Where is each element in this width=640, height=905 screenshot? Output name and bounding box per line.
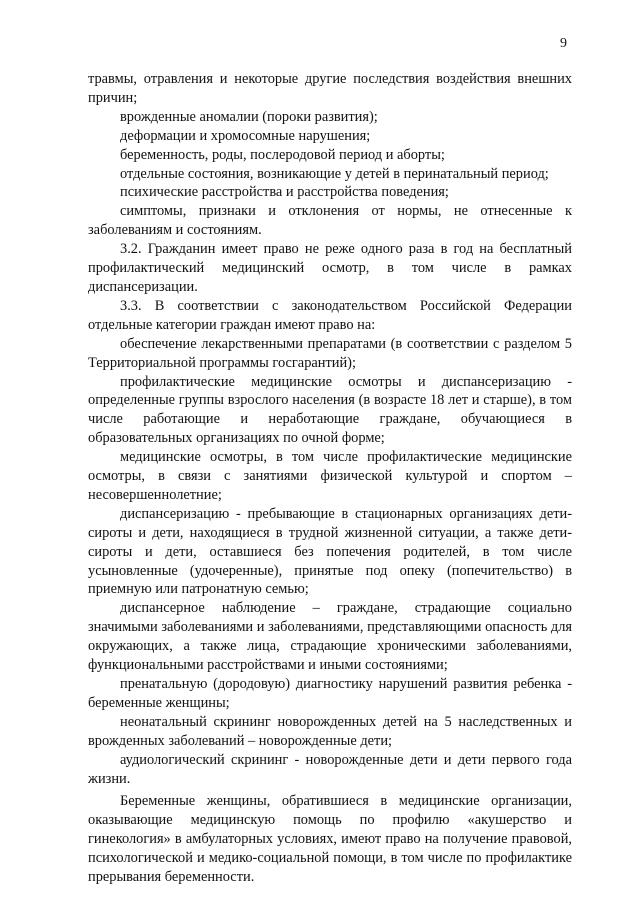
paragraph: Беременные женщины, обратившиеся в медицинские организации, оказывающие медицинскую помощь по профилю «акушерство и гинекология» в амбулаторных условиях, имеют право на получение правовой, психологической и медико-социальной помощи, в том числе по профилактике прерывания беременности. [88,793,572,886]
paragraph: диспансеризацию - пребывающие в стационарных организациях дети-сироты и дети, находящиеся в трудной жизненной ситуации, а также дети-сироты и дети, оставшиеся без попечения родителей, в том числе усыновленные (удочеренные), принятые под опеку (попечительство) в приемную или патронатную семью; [88,505,572,598]
document-body [88,70,572,887]
page-number: 9 [560,36,567,51]
paragraph: профилактические медицинские осмотры и диспансеризацию - определенные группы взрослого населения (в возрасте 18 лет и старше), в том числе работающие и неработающие граждане, обучающиеся в образовательных организациях по очной форме; [88,373,572,447]
paragraph: отдельные состояния, возникающие у детей в перинатальный период; [120,165,549,182]
paragraph: обеспечение лекарственными препаратами (в соответствии с разделом 5 Территориальной программы госгарантий); [88,335,572,371]
paragraph: психические расстройства и расстройства поведения; [120,184,449,201]
paragraph: симптомы, признаки и отклонения от нормы, не отнесенные к заболеваниям и состояниям. [88,203,572,239]
paragraph: деформации и хромосомные нарушения; [120,127,371,144]
paragraph: травмы, отравления и некоторые другие последствия воздействия внешних причин; [88,71,572,106]
paragraph: врожденные аномалии (пороки развития); [120,108,378,125]
paragraph: диспансерное наблюдение – граждане, страдающие социально значимыми заболеваниями и заболеваниями, представляющими опасность для окружающих, а также лица, страдающие хроническими заболеваниями, функциональными расстройствами и иными состояниями; [88,600,572,674]
paragraph: пренатальную (дородовую) диагностику нарушений развития ребенка - беременные женщины; [88,676,572,711]
paragraph: 3.3. В соответствии с законодательством Российской Федерации отдельные категории граждан имеют право на: [88,297,572,333]
paragraph: медицинские осмотры, в том числе профилактические медицинские осмотры, в связи с занятиями физической культурой и спортом – несовершеннолетние; [88,449,572,503]
paragraph: беременность, роды, послеродовой период и аборты; [120,146,445,163]
paragraph: аудиологический скрининг - новорожденные дети и дети первого года жизни. [88,751,572,787]
paragraph: неонатальный скрининг новорожденных детей на 5 наследственных и врожденных заболеваний – новорожденные дети; [88,713,572,749]
paragraph: 3.2. Гражданин имеет право не реже одного раза в год на бесплатный профилактический медицинский осмотр, в том числе в рамках диспансеризации. [88,241,572,295]
